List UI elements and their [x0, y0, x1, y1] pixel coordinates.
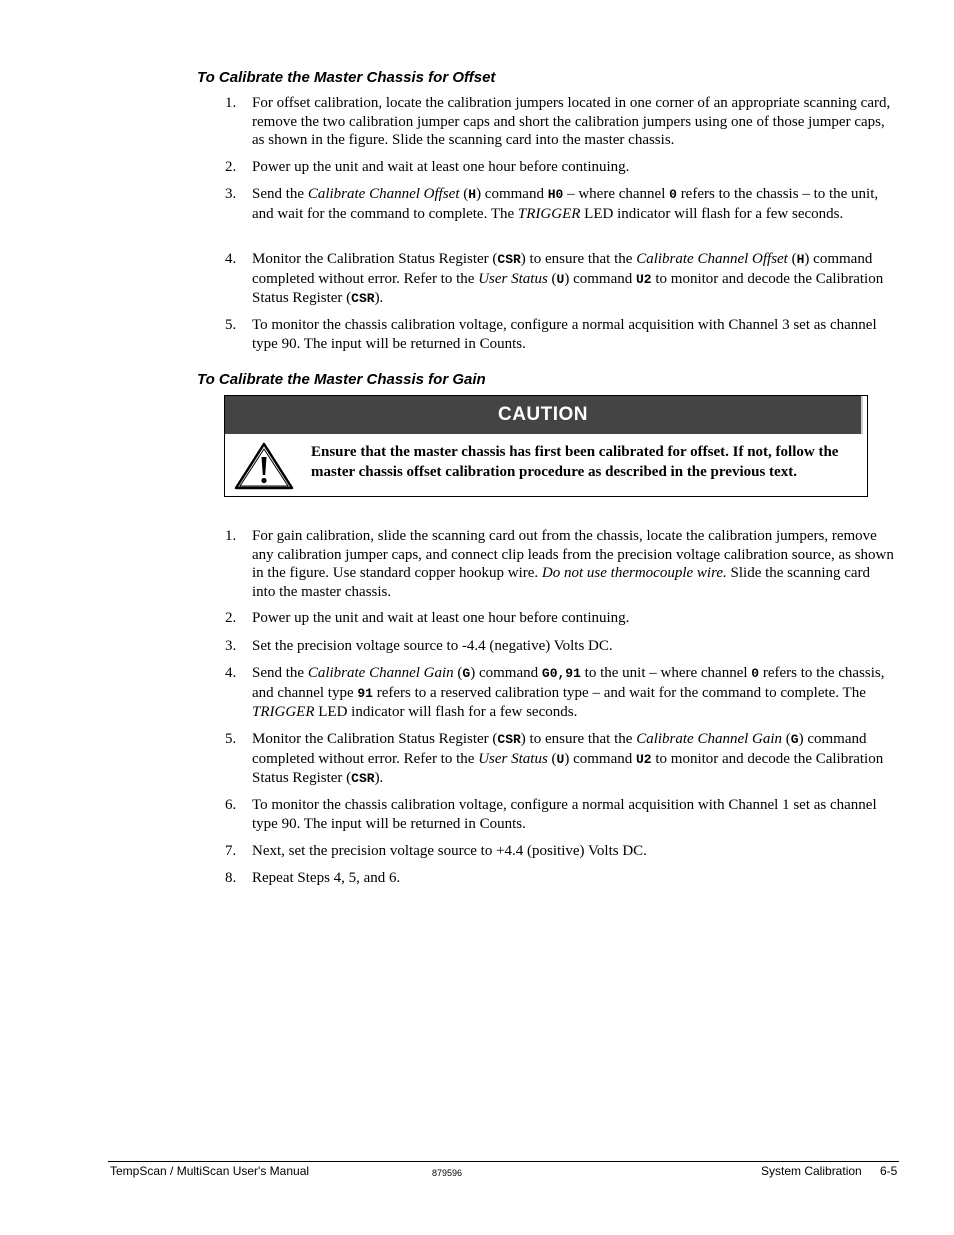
step-text: To monitor the chassis calibration voltage, configure a normal acquisition with Channel 1 set as channel type 90. The input will be returned in Counts. [252, 797, 877, 832]
step-text: To monitor the chassis calibration voltage, configure a normal acquisition with Channel 3 set as channel type 90. The input will be returned in Counts. [252, 317, 877, 352]
footer-part-number: 879596 [432, 1168, 463, 1178]
step-number: 2. [225, 159, 237, 175]
step-text: Repeat Steps 4, 5, and 6. [252, 870, 401, 886]
step-number: 2. [225, 610, 237, 626]
step-number: 1. [225, 528, 237, 544]
warning-triangle-icon [234, 442, 294, 490]
offset-heading: To Calibrate the Master Chassis for Offset [197, 69, 496, 86]
footer-chapter: System Calibration [761, 1164, 862, 1178]
step-number: 1. [225, 95, 237, 111]
step-number: 5. [225, 731, 237, 747]
caution-title: CAUTION [497, 404, 589, 425]
step-number: 6. [225, 797, 237, 813]
step-text: Set the precision voltage source to -4.4 (negative) Volts DC. [252, 638, 613, 654]
step-text: Send the Calibrate Channel Offset (H) command H0 – where channel 0 refers to the chassis – to the unit, and wait for the command to complete. The TRIGGER LED indicator will flash for a few seconds. [252, 186, 879, 222]
step-number: 4. [225, 665, 237, 681]
step-number: 4. [225, 251, 237, 267]
step-text: Monitor the Calibration Status Register (CSR) to ensure that the Calibrate Channel Offset (H) command completed without error. Refer to the User Status (U) command U2 to monitor and decode the Calibration Status Register (CSR). [252, 251, 884, 306]
caution-text: Ensure that the master chassis has first been calibrated for offset. If not, follow the master chassis offset calibration procedure as described in the previous text. [311, 444, 839, 480]
step-number: 8. [225, 870, 237, 886]
caution-header [225, 396, 863, 434]
footer-rule [108, 1161, 899, 1162]
step-number: 3. [225, 638, 237, 654]
gain-heading: To Calibrate the Master Chassis for Gain [197, 371, 486, 388]
step-text: For gain calibration, slide the scanning card out from the chassis, locate the calibration jumpers, remove any calibration jumper caps, and connect clip leads from the precision voltage calibration source, as shown in the figure. Use standard copper hookup wire. Do not use thermocouple wire. Slide the scanning card into the master chassis. [252, 528, 894, 600]
step-number: 3. [225, 186, 237, 202]
caution-box [224, 395, 868, 497]
step-text: For offset calibration, locate the calibration jumpers located in one corner of an appropriate scanning card, remove the two calibration jumper caps and short the calibration jumpers using one of those jumper caps, as shown in the figure. Slide the scanning card into the master chassis. [252, 95, 891, 148]
step-number: 5. [225, 317, 237, 333]
step-text: Next, set the precision voltage source to +4.4 (positive) Volts DC. [252, 843, 647, 859]
step-text: Power up the unit and wait at least one hour before continuing. [252, 610, 630, 626]
step-number: 7. [225, 843, 237, 859]
step-text: Monitor the Calibration Status Register (CSR) to ensure that the Calibrate Channel Gain (G) command completed without error. Refer to the User Status (U) command U2 to monitor and decode the Calibration Status Register (CSR). [252, 731, 884, 786]
footer-page-number: 6-5 [880, 1164, 898, 1178]
footer-manual-title: TempScan / MultiScan User's Manual [110, 1164, 310, 1178]
step-text: Send the Calibrate Channel Gain (G) command G0,91 to the unit – where channel 0 refers to the chassis, and channel type 91 refers to a reserved calibration type – and wait for the command to complete. The TRIGGER LED indicator will flash for a few seconds. [252, 665, 885, 720]
step-text: Power up the unit and wait at least one hour before continuing. [252, 159, 630, 175]
